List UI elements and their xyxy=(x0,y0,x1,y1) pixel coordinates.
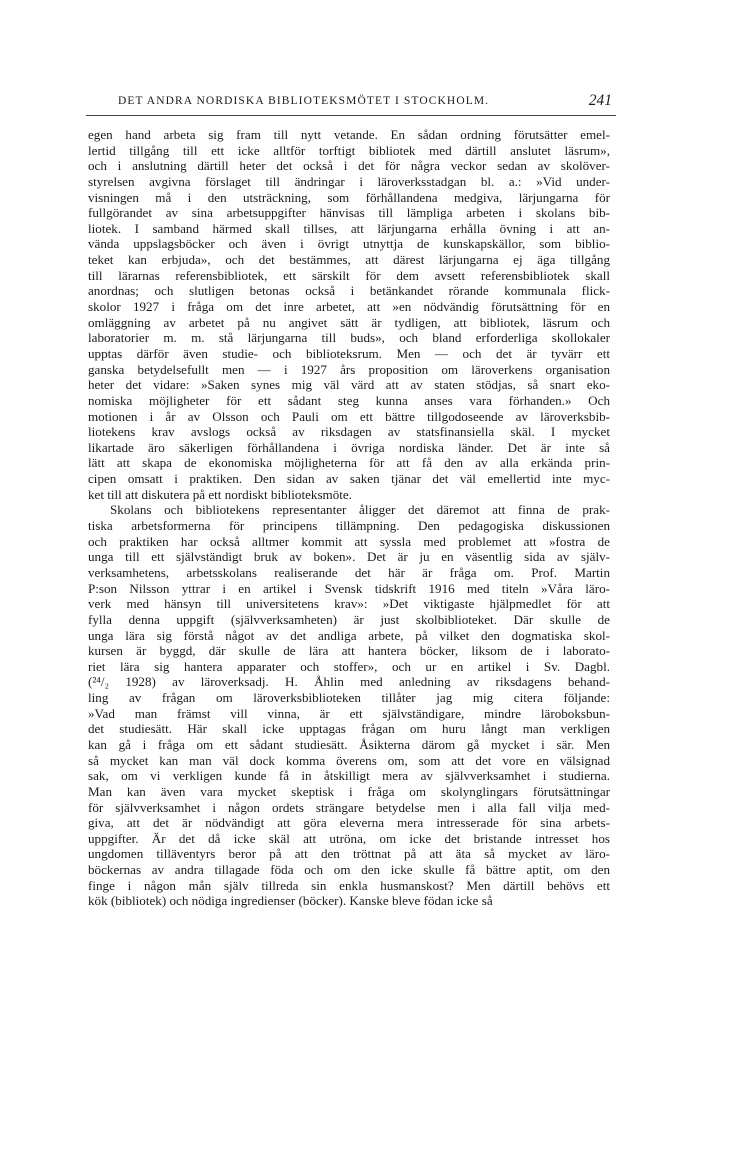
text-line: det studiesätt. Här skall icke upptagas frågan om huru långt man verkligen xyxy=(88,721,610,737)
text-line: tiska arbetsformerna för principens tillämpning. Den pedagogiska diskussionen xyxy=(88,518,610,534)
text-line: P:son Nilsson yttrar i en artikel i Svensk tidskrift 1916 med titeln »Våra läro- xyxy=(88,580,610,596)
text-line: giva, att det är nödvändigt att göra eleverna mera intresserade för sina arbets- xyxy=(88,815,610,831)
text-line: ungdomen tilläventyrs beror på att den tröttnat på att äta så mycket av läro- xyxy=(88,846,610,862)
text-line: böckernas av andra tillagade föda och om den icke skulle få bättre aptit, om den xyxy=(88,862,610,878)
text-line: ling av frågan om läroverksbiblioteken tillåter jag mig citera följande: xyxy=(88,690,610,706)
text-line: unga till ett självständigt bruk av boken». Det är ju en väsentlig sida av själv- xyxy=(88,549,610,565)
text-line: liotek. I samband härmed skall tillses, att lärjungarna erhålla övning i att an- xyxy=(88,220,610,236)
paragraph xyxy=(88,502,610,909)
text-line: upptas därför även studie- och biblioteksrum. Men — och det är tyvärr ett xyxy=(88,345,610,361)
text-line: »Vad man främst vill vinna, är ett självständigare, mindre läroboksbun- xyxy=(88,705,610,721)
text-line: teket kan erbjuda», och det bestämmes, att därest lärjungarna ej äga tillgång xyxy=(88,252,610,268)
text-line: anordnas; och slutligen betonas också i betänkandet rörande kommunala flick- xyxy=(88,283,610,299)
text-line: verksamhetens, arbetsskolans realiserande det här är fråga om. Prof. Martin xyxy=(88,564,610,580)
text-line: laboratorier m. m. stå lärjungarna till buds», och bland erforderliga skollokaler xyxy=(88,330,610,346)
text-line: fylla denna uppgift (självverksamheten) är just skolbiblioteket. Där skulle de xyxy=(88,611,610,627)
text-line: unga lära sig förstå något av det andliga arbete, på vilket den dogmatiska skol- xyxy=(88,627,610,643)
text-line: fullgörandet av sina arbetsuppgifter hänvisas till lämpliga arbeten i skolans bib- xyxy=(88,205,610,221)
text-line: ganska betydelsefullt men — i 1927 års proposition om läroverkens organisation xyxy=(88,361,610,377)
running-title: DET ANDRA NORDISKA BIBLIOTEKSMÖTET I STOCKHOLM. xyxy=(118,95,490,107)
text-line: finge i någon mån själv tillreda sin enkla husmanskost? Men därtill behövs ett xyxy=(88,877,610,893)
text-line: kursen är byggd, där skulle de lära att hantera böcker, liksom de i laborato- xyxy=(88,643,610,659)
text-line: Man kan även vara mycket skeptisk i fråga om skolynglingars förutsättningar xyxy=(88,783,610,799)
text-line: riet lära sig hantera apparater och stoffer», och ur en artikel i Sv. Dagbl. xyxy=(88,658,610,674)
text-line: och i anslutning därtill heter det också i det för några veckor sedan av skolöver- xyxy=(88,158,610,174)
text-line: kök (bibliotek) och nödiga ingredienser (böcker). Kanske bleve födan icke så xyxy=(88,893,493,909)
text-line: visningen må i den utsträckning, som förhållandena medgiva, lärjungarna för xyxy=(88,189,610,205)
text-line: sak, om vi verkligen kunde få in åtskilligt mera av självverksamhet i studierna. xyxy=(88,768,610,784)
text-line: skolor 1927 i fråga om det inre arbetet, att »en nödvändig förutsättning för en xyxy=(88,299,610,315)
text-line: för självverksamhet i någon ordets strängare betydelse men i alla fall vilja med- xyxy=(88,799,610,815)
text-line: så mycket kan man väl dock komma överens om, som att det vore en välsignad xyxy=(88,752,610,768)
text-line: Skolans och bibliotekens representanter åligger det däremot att finna de prak- xyxy=(110,502,610,518)
text-line: cipen omsatt i praktiken. Den sidan av saken tjänar det väl emellertid inte myc- xyxy=(88,471,610,487)
body-text xyxy=(88,127,610,909)
text-line: verk med hänsyn till universitetens krav»: »Det viktigaste hjälpmedlet för att xyxy=(88,596,610,612)
text-line: till lärarnas referensbibliotek, ett särskilt för dem avsett referensbibliotek skall xyxy=(88,267,610,283)
page-number: 241 xyxy=(588,92,612,109)
text-line: lätt att skapa de ekonomiska möjligheterna för att få den av alla erkända prin- xyxy=(88,455,610,471)
running-header xyxy=(86,91,616,116)
text-line: och praktiken har också alltmer kommit att syssla med problemet att »fostra de xyxy=(88,533,610,549)
text-line: omläggning av arbetet på nu angivet sätt är tydligen, att bibliotek, läsrum och xyxy=(88,314,610,330)
text-line: egen hand arbeta sig fram till nytt vetande. En sådan ordning förutsätter emel- xyxy=(88,127,610,142)
text-line: nomiska möjligheter för ett sådant steg kunna anses vara förhanden.» Och xyxy=(88,392,610,408)
text-line: heter det vidare: »Saken synes mig väl värd att av staten stödjas, så snart eko- xyxy=(88,377,610,393)
text-line: motionen i år av Olsson och Pauli om ett bättre tillgodoseende av läroverksbib- xyxy=(88,408,610,424)
text-line: (²⁴/₂ 1928) av läroverksadj. H. Åhlin med anledning av riksdagens behand- xyxy=(88,674,610,690)
text-line: uppgifter. Är det då icke skäl att utröna, om icke det bristande intresset hos xyxy=(88,830,610,846)
text-line: kan gå i fråga om ett sådant studiesätt. Åsikterna därom gå mycket i sär. Men xyxy=(88,736,610,752)
text-line: likartade äro säkerligen förhållandena i övriga nordiska länder. Det är inte så xyxy=(88,439,610,455)
text-line: vända uppslagsböcker och även i övrigt utnyttja de kunskapskällor, som biblio- xyxy=(88,236,610,252)
text-line: styrelsen avgivna förslaget till ändringar i läroverksstadgan bl. a.: »Vid under- xyxy=(88,173,610,189)
text-line: liotekens krav avslogs också av riksdagen av statsfinansiella skäl. I mycket xyxy=(88,424,610,440)
text-line: ket till att diskutera på ett nordiskt biblioteksmöte. xyxy=(88,486,353,502)
paragraph xyxy=(88,127,610,502)
text-line: lertid tillgång till ett icke alltför torftigt bibliotek med därtill anslutet läsrum», xyxy=(88,142,610,158)
